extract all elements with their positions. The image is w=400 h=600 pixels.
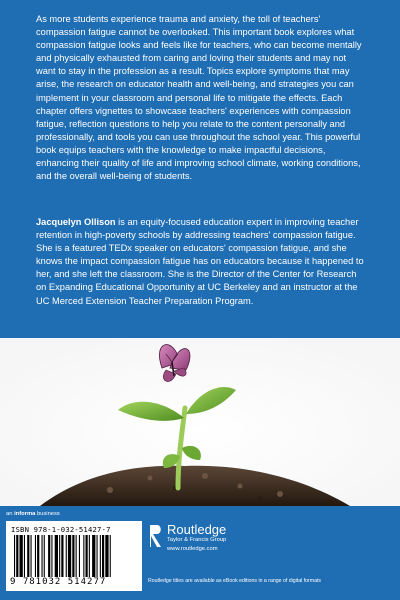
author-bio (36, 216, 366, 308)
barcode-bar (44, 535, 45, 577)
informa-business-line: an informa business (6, 511, 60, 517)
barcode-bar (89, 535, 90, 577)
barcode-bar (59, 535, 60, 577)
barcode-bar (83, 535, 84, 577)
publisher-tagline: Taylor & Francis Group (167, 537, 227, 543)
barcode-bar (92, 535, 95, 577)
informa-brand: informa (14, 511, 36, 517)
sprout-butterfly-image (0, 338, 400, 506)
barcode-bar (72, 535, 74, 577)
barcode-bar (42, 535, 43, 577)
back-cover-footer (0, 506, 400, 600)
barcode-bar (79, 535, 80, 577)
barcode-bar (35, 535, 36, 577)
barcode-bar (68, 535, 71, 577)
barcode-bar (110, 535, 111, 577)
barcode-bar (66, 535, 67, 577)
isbn-label: ISBN 978-1-032-51427-7 (11, 525, 111, 534)
barcode-bar (100, 535, 101, 577)
barcode-bar (14, 535, 15, 577)
barcode-bar (61, 535, 63, 577)
barcode-bar (31, 535, 32, 577)
publisher-name: Routledge (167, 522, 227, 537)
barcode-digits: 9 781032 514277 (10, 577, 107, 587)
barcode-bar (76, 535, 77, 577)
ebook-note: Routledge titles are available as eBook editions in a range of digital formats (148, 578, 322, 584)
barcode-bar (24, 535, 25, 577)
cover-illustration (0, 338, 400, 506)
barcode-bar (20, 535, 23, 577)
barcode-bar (55, 535, 58, 577)
barcode-bar (97, 535, 98, 577)
routledge-logo-icon (148, 523, 164, 549)
barcode-bar (27, 535, 29, 577)
barcode-block (6, 521, 142, 591)
book-description: As more students experience trauma and anxiety, the toll of teachers' compassion fatigue cannot be overlooked. This important book explores what compassion fatigue looks and feels like for teachers, who can become mentally and physically exhausted from caring and loving their students and may not want to stay in the profession as a result. Topics explore symptoms that may arise, the research on educator health and well-being, and strategies you can implement in your classroom and personal life to mitigate the effects. Each chapter offers vignettes to showcase teachers' experiences with compassion fatigue, reflection questions to help you relate to the content personally and professionally, and tools you can use throughout the school year. This powerful book equips teachers with the knowledge to make impactful decisions, enhancing their quality of life and improving school climate, working conditions, and the overall well-being of students. (36, 14, 362, 182)
barcode-bar (102, 535, 104, 577)
barcode-bar (105, 535, 108, 577)
barcode (14, 535, 136, 577)
barcode-bar (86, 535, 88, 577)
barcode-bar (16, 535, 18, 577)
barcode-bar (48, 535, 50, 577)
author-bio-text: is an equity-focused education expert in improving teacher retention in high-poverty schools by addressing teachers' compassion fatigue. She is a featured TEDx speaker on educators' compassion fatigue, and she knows the impact compassion fatigue has on educators because it happened to her, and she left the classroom. She is the Director of the Center for Research on Expanding Educational Opportunity at UC Berkeley and an instructor at the UC Merced Extension Teacher Preparation Program. (36, 217, 364, 306)
barcode-bar (51, 535, 52, 577)
author-name: Jacquelyn Ollison (36, 217, 116, 227)
barcode-bar (37, 535, 39, 577)
publisher-website: www.routledge.com (167, 546, 218, 552)
